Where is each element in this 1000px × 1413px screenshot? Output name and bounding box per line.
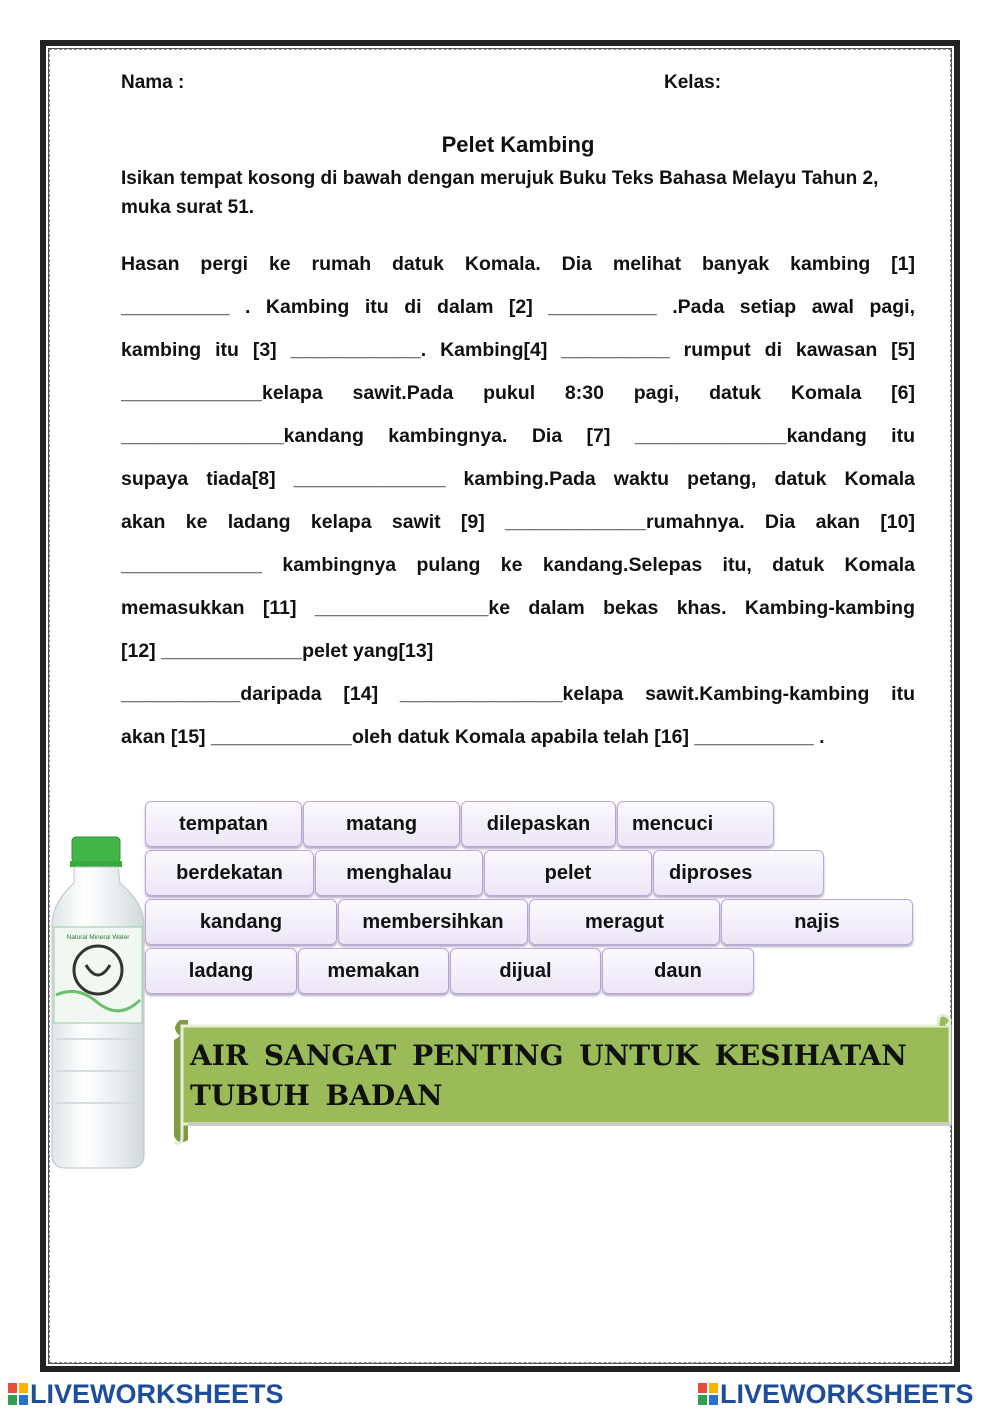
liveworksheets-logo-left <box>8 1380 288 1408</box>
word-tile-kandang[interactable]: kandang <box>145 899 337 945</box>
passage-line: _____________ kambingnya pulang ke kandang.Selepas itu, datuk Komala <box>121 554 915 576</box>
liveworksheets-logo-right <box>698 1380 994 1408</box>
nama-label: Nama : <box>121 72 185 93</box>
passage-line: akan [15] _____________oleh datuk Komala apabila telah [16] ___________ . <box>121 726 825 748</box>
passage-line: _______________kandang kambingnya. Dia [7] ______________kandang itu <box>121 425 915 447</box>
word-tile-mencuci[interactable]: mencuci <box>617 801 774 847</box>
passage-line: memasukkan [11] ________________ke dalam bekas khas. Kambing-kambing <box>121 597 915 619</box>
word-tile-menghalau[interactable]: menghalau <box>315 850 483 896</box>
word-tile-najis[interactable]: najis <box>721 899 913 945</box>
word-tile-meragut[interactable]: meragut <box>529 899 720 945</box>
word-tile-dijual[interactable]: dijual <box>450 948 601 994</box>
word-tile-tempatan[interactable]: tempatan <box>145 801 302 847</box>
banner-line: AIR SANGAT PENTING UNTUK KESIHATAN <box>190 1039 907 1072</box>
passage-line: Hasan pergi ke rumah datuk Komala. Dia melihat banyak kambing [1] <box>121 253 915 275</box>
passage-line: __________ . Kambing itu di dalam [2] __________ .Pada setiap awal pagi, <box>121 296 915 318</box>
water-bottle-image <box>48 835 148 1170</box>
passage-line: ___________daripada [14] _______________kelapa sawit.Kambing-kambing itu <box>121 683 915 705</box>
passage-line: kambing itu [3] ____________. Kambing[4] __________ rumput di kawasan [5] <box>121 339 915 361</box>
banner-text <box>190 1036 930 1116</box>
word-tile-diproses[interactable]: diproses <box>653 850 824 896</box>
passage-line: [12] _____________pelet yang[13] <box>121 640 434 662</box>
passage <box>121 243 915 759</box>
bottle-label-text: Natural Mineral Water <box>66 934 130 941</box>
kelas-label: Kelas: <box>664 72 722 93</box>
passage-line: akan ke ladang kelapa sawit [9] _____________rumahnya. Dia akan [10] <box>121 511 915 533</box>
worksheet-title: Pelet Kambing <box>441 132 595 157</box>
instruction-text: Isikan tempat kosong di bawah dengan merujuk Buku Teks Bahasa Melayu Tahun 2, muka surat 51. <box>121 168 879 218</box>
word-tile-daun[interactable]: daun <box>602 948 754 994</box>
word-tile-ladang[interactable]: ladang <box>145 948 297 994</box>
logo-text: LIVEWORKSHEETS <box>30 1379 284 1409</box>
logo-grid-icon <box>698 1383 718 1405</box>
word-tile-berdekatan[interactable]: berdekatan <box>145 850 314 896</box>
passage-line: supaya tiada[8] ______________ kambing.Pada waktu petang, datuk Komala <box>121 468 915 490</box>
word-tile-dilepaskan[interactable]: dilepaskan <box>461 801 616 847</box>
banner-line: TUBUH BADAN <box>190 1079 443 1112</box>
logo-text: LIVEWORKSHEETS <box>720 1379 974 1409</box>
word-tile-memakan[interactable]: memakan <box>298 948 449 994</box>
passage-line: _____________kelapa sawit.Pada pukul 8:30 pagi, datuk Komala [6] <box>121 382 915 404</box>
logo-grid-icon <box>8 1383 28 1405</box>
word-tile-pelet[interactable]: pelet <box>484 850 652 896</box>
word-tile-matang[interactable]: matang <box>303 801 460 847</box>
word-tile-membersihkan[interactable]: membersihkan <box>338 899 528 945</box>
